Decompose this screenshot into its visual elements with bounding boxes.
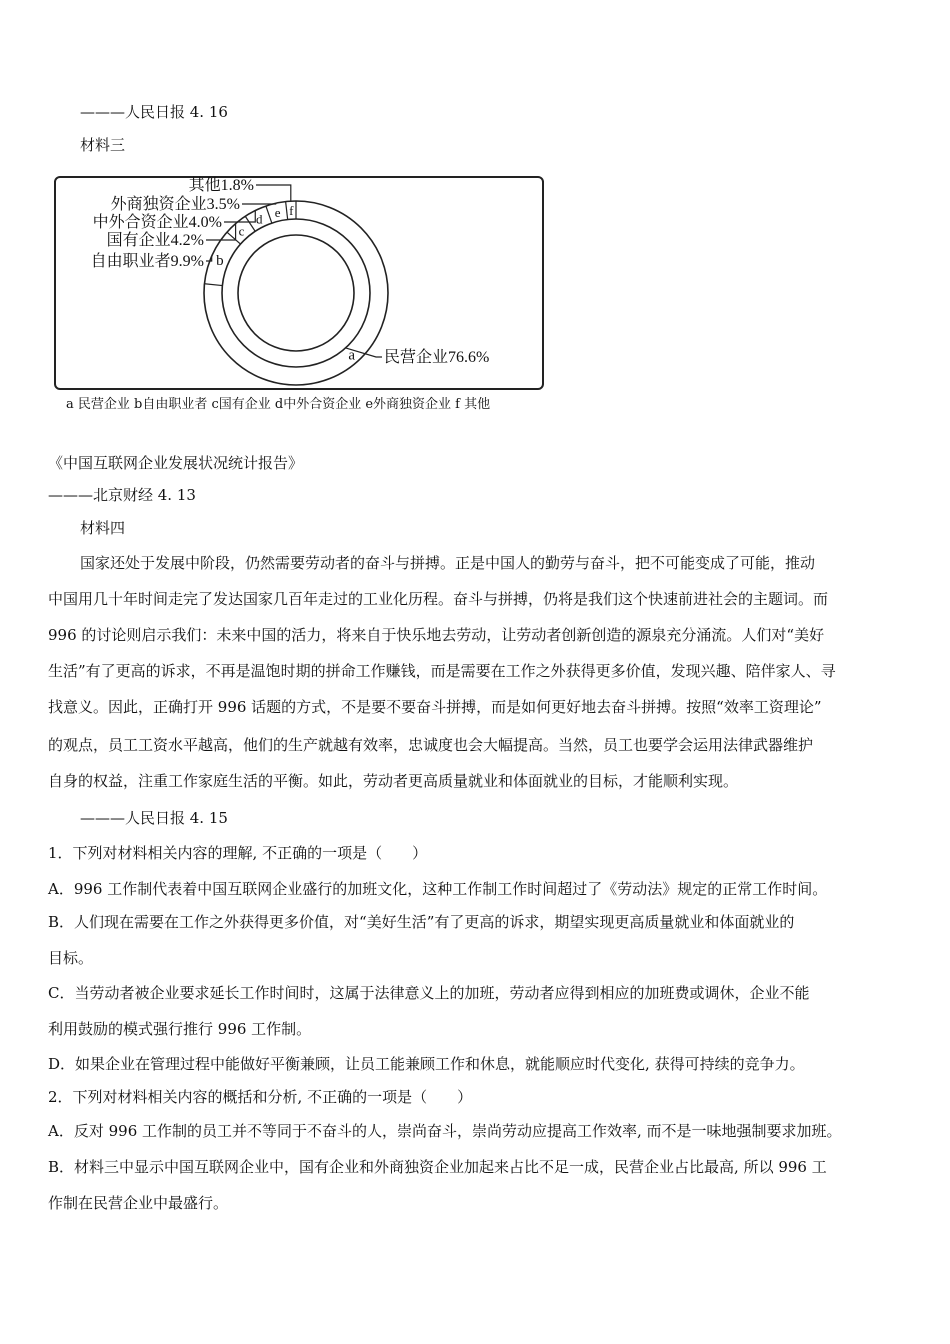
slice-divider-e xyxy=(266,206,272,223)
ring-inner xyxy=(238,235,354,351)
material-3-title: 材料三 xyxy=(80,136,126,154)
source-citation: ———人民日报 4. 15 xyxy=(80,809,228,827)
slice-label-e: 外商独资企业3.5% xyxy=(110,196,240,213)
slice-label-f: 其他1.8% xyxy=(188,177,254,194)
slice-divider-b xyxy=(204,284,222,286)
paragraph-line: 国家还处于发展中阶段，仍然需要劳动者的奋斗与拼搏。正是中国人的勤劳与奋斗，把不可能变成了可能，推动 xyxy=(80,554,816,572)
paragraph-line: 996 的讨论则启示我们：未来中国的活力，将来自于快乐地去劳动，让劳动者创新创造的源泉充分涌流。人们对“美好 xyxy=(48,626,825,644)
slice-key-b: b xyxy=(216,252,224,269)
paragraph-line: 中国用几十年时间走完了发达国家几百年走过的工业化历程。奋斗与拼搏，仍将是我们这个快速前进社会的主题词。而 xyxy=(48,590,829,608)
slice-label-c: 国有企业4.2% xyxy=(106,232,204,249)
paragraph-line: 的观点，员工工资水平越高，他们的生产就越有效率，忠诚度也会大幅提高。当然，员工也要学会运用法律武器维护 xyxy=(48,736,814,754)
source-citation: ———北京财经 4. 13 xyxy=(48,486,196,504)
question-1-option-c: C．当劳动者被企业要求延长工作时间时，这属于法律意义上的加班，劳动者应得到相应的加班费或调休，企业不能 xyxy=(48,984,810,1002)
slice-key-a: a xyxy=(348,347,356,364)
slice-label-d: 中外合资企业4.0% xyxy=(92,214,222,231)
callout-line-e xyxy=(242,203,276,204)
question-1-option-b: B．人们现在需要在工作之外获得更多价值，对“美好生活”有了更高的诉求，期望实现更高质量就业和体面就业的 xyxy=(48,913,795,931)
slice-key-e: e xyxy=(274,205,281,221)
slice-divider-d xyxy=(245,216,255,231)
paragraph-line: 找意义。因此，正确打开 996 话题的方式，不是要不要奋斗拼搏，而是如何更好地去奋斗拼搏。按照“效率工资理论” xyxy=(48,698,822,716)
question-1-option-a: A．996 工作制代表着中国互联网企业盛行的加班文化，这种工作制工作时间超过了《劳动法》规定的正常工作时间。 xyxy=(48,880,828,898)
question-1: 1．下列对材料相关内容的理解, 不正确的一项是（ ） xyxy=(48,844,428,862)
ring-chart xyxy=(54,176,544,390)
source-citation: ———人民日报 4. 16 xyxy=(80,103,228,121)
question-2: 2．下列对材料相关内容的概括和分析, 不正确的一项是（ ） xyxy=(48,1088,473,1106)
ring-outer xyxy=(204,201,388,385)
question-1-option-c-cont: 利用鼓励的模式强行推行 996 工作制。 xyxy=(48,1020,312,1038)
paragraph-line: 自身的权益，注重工作家庭生活的平衡。如此，劳动者更高质量就业和体面就业的目标，才能顺利实现。 xyxy=(48,772,739,790)
slice-divider-f xyxy=(286,202,288,220)
slice-label-b: 自由职业者9.9% xyxy=(90,253,204,270)
report-title: 《中国互联网企业发展状况统计报告》 xyxy=(48,454,304,472)
material-4-title: 材料四 xyxy=(80,519,126,537)
slice-label-a: 民营企业76.6% xyxy=(384,349,490,366)
slice-key-d: d xyxy=(256,211,263,227)
paragraph-line: 生活”有了更高的诉求，不再是温饱时期的拼命工作赚钱，而是需要在工作之外获得更多价值，发现兴趣、陪伴家人、寻 xyxy=(48,662,836,680)
slice-key-c: c xyxy=(238,223,245,239)
slice-key-f: f xyxy=(289,203,294,219)
question-2-option-b-cont: 作制在民营企业中最盛行。 xyxy=(48,1194,229,1212)
question-1-option-d: D．如果企业在管理过程中能做好平衡兼顾，让员工能兼顾工作和休息，就能顺应时代变化, 获得可持续的竞争力。 xyxy=(48,1055,805,1073)
question-2-option-a: A．反对 996 工作制的员工并不等同于不奋斗的人，崇尚奋斗，崇尚劳动应提高工作效率, 而不是一味地强制要求加班。 xyxy=(48,1122,842,1140)
callout-line-f xyxy=(256,185,291,201)
ring-middle xyxy=(222,219,370,367)
question-2-option-b: B．材料三中显示中国互联网企业中，国有企业和外商独资企业加起来占比不足一成，民营企业占比最高, 所以 996 工 xyxy=(48,1158,827,1176)
question-1-option-b-cont: 目标。 xyxy=(48,949,94,967)
chart-legend: a 民营企业 b自由职业者 c国有企业 d中外合资企业 e外商独资企业 f 其他 xyxy=(66,397,491,412)
